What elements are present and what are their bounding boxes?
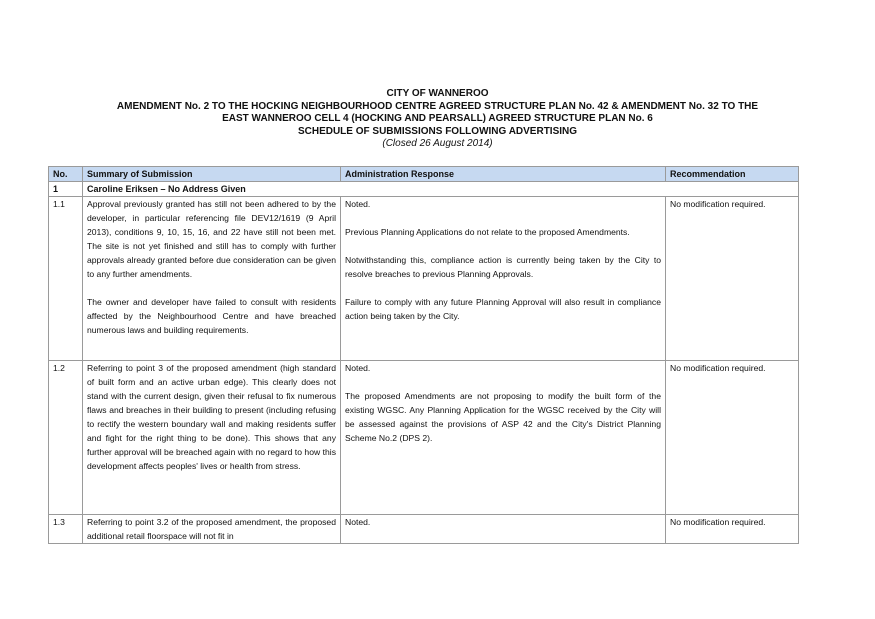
submitter-name: Caroline Eriksen – No Address Given	[83, 182, 799, 197]
response-paragraph: Notwithstanding this, compliance action is currently being taken by the City to resolve breaches to previous Planning Approvals.	[345, 255, 661, 279]
submitter-no: 1	[49, 182, 83, 197]
schedule-title: SCHEDULE OF SUBMISSIONS FOLLOWING ADVERTISING	[297, 125, 578, 137]
summary-paragraph: The owner and developer have failed to consult with residents affected by the Neighbourhood Centre and have breached numerous laws and building requirements.	[87, 297, 336, 335]
column-header-summary: Summary of Submission	[83, 167, 341, 182]
document-title-line-1: AMENDMENT No. 2 TO THE HOCKING NEIGHBOURHOOD CENTRE AGREED STRUCTURE PLAN No. 42 & AMENDMENT No. 32 TO THE	[116, 100, 759, 112]
response-cell	[341, 515, 666, 544]
summary-cell	[83, 515, 341, 544]
submissions-table	[48, 166, 799, 544]
table-row	[49, 515, 799, 544]
response-paragraph: Noted.	[345, 517, 371, 527]
response-paragraph: Noted.	[345, 363, 371, 373]
recommendation-cell: No modification required.	[666, 197, 799, 361]
summary-paragraph: Approval previously granted has still not been adhered to by the developer, in particular referencing file DEV12/1619 (9 April 2013), conditions 9, 10, 15, 16, and 22 have still not been met. The site is not yet finished and still has to comply with further approvals already granted before due consideration can be given to any further amendments.	[87, 199, 336, 279]
org-title: CITY OF WANNEROO	[386, 88, 489, 99]
document-header	[0, 88, 875, 151]
recommendation-cell: No modification required.	[666, 515, 799, 544]
column-header-no: No.	[49, 167, 83, 182]
response-paragraph: Previous Planning Applications do not relate to the proposed Amendments.	[345, 227, 630, 237]
summary-cell	[83, 197, 341, 361]
response-paragraph: The proposed Amendments are not proposing to modify the built form of the existing WGSC. Any Planning Application for the WGSC received by the City will be assessed against the provisions of ASP 42 and the City's District Planning Scheme No.2 (DPS 2).	[345, 391, 661, 443]
response-cell	[341, 197, 666, 361]
column-header-recommendation: Recommendation	[666, 167, 799, 182]
row-no: 1.2	[49, 361, 83, 515]
document-title-line-2: EAST WANNEROO CELL 4 (HOCKING AND PEARSALL) AGREED STRUCTURE PLAN No. 6	[222, 113, 653, 124]
row-no: 1.1	[49, 197, 83, 361]
response-cell	[341, 361, 666, 515]
table-row	[49, 197, 799, 361]
summary-paragraph: Referring to point 3 of the proposed amendment (high standard of built form and an active urban edge). This clearly does not stand with the current design, given their refusal to fix numerous flaws and breaches in their building to present (including refusing to rectify the western boundary wall and making residents suffer and fight for the right thing to be done). This shows that any further approval will be breached again with no regard to how this development affects peoples' lives or health from stress.	[87, 363, 336, 471]
submitter-row	[49, 182, 799, 197]
table-header-row	[49, 167, 799, 182]
summary-cell	[83, 361, 341, 515]
column-header-response: Administration Response	[341, 167, 666, 182]
response-paragraph: Noted.	[345, 199, 371, 209]
summary-paragraph: Referring to point 3.2 of the proposed amendment, the proposed additional retail floorspace will not fit in	[87, 517, 336, 541]
closing-date: (Closed 26 August 2014)	[382, 138, 493, 149]
recommendation-cell: No modification required.	[666, 361, 799, 515]
response-paragraph: Failure to comply with any future Planning Approval will also result in compliance action being taken by the City.	[345, 297, 661, 321]
table-row	[49, 361, 799, 515]
row-no: 1.3	[49, 515, 83, 544]
